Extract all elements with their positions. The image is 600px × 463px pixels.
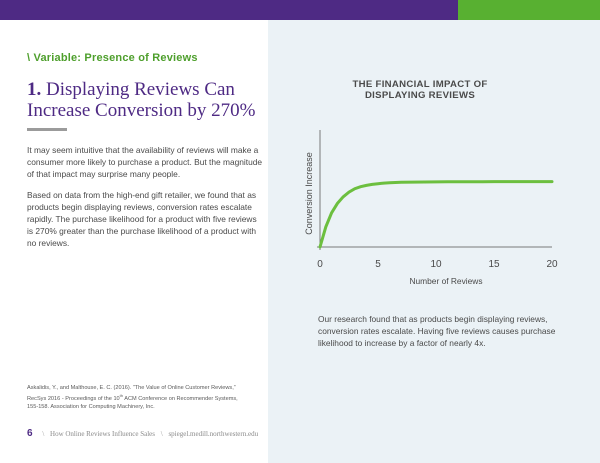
chart-caption: Our research found that as products begin displaying reviews, conversion rates escalate. Having five reviews causes purchase likelihood to increase by a factor of nearly 4x. bbox=[318, 314, 556, 348]
footer-separator-2: \ bbox=[160, 430, 163, 438]
section-heading bbox=[27, 79, 267, 121]
footer-separator-1: \ bbox=[42, 430, 45, 438]
citation-line-2-start: RecSys 2016 - Proceedings of the 10 bbox=[27, 395, 120, 402]
citation-line-2-end: ACM Conference on Recommender Systems, bbox=[123, 395, 238, 402]
x-tick-group bbox=[317, 259, 558, 270]
x-tick-label: 5 bbox=[375, 259, 381, 270]
x-tick-label: 10 bbox=[430, 259, 442, 270]
body-paragraph-1: It may seem intuitive that the availability of reviews will make a consumer more likely to purchase a product. But the magnitude of that impact may surprise many people. bbox=[27, 145, 263, 179]
footer-title: How Online Reviews Influence Sales bbox=[50, 430, 155, 438]
body-paragraph-2: Based on data from the high-end gift retailer, we found that as products begin displaying reviews, conversion rates escalate rapidly. The purchase likelihood for a product with five reviews is 270% greater than the purchase likelihood of a product with no reviews. bbox=[27, 190, 257, 248]
citation-superscript: th bbox=[119, 393, 124, 398]
footer-site: spiegel.medill.northwestern.edu bbox=[168, 430, 259, 438]
chart-title-line-1: THE FINANCIAL IMPACT OF bbox=[352, 79, 488, 90]
heading-number: 1. bbox=[27, 79, 42, 100]
y-axis-label: Conversion Increase bbox=[304, 152, 314, 235]
heading-divider bbox=[27, 128, 67, 131]
citation-line-1: Askalidis, Y., and Malthouse, E. C. (2016). “The Value of Online Customer Reviews,” bbox=[27, 385, 236, 391]
citation-line-2 bbox=[27, 392, 277, 403]
chart-title-line-2: DISPLAYING REVIEWS bbox=[364, 90, 476, 101]
citation bbox=[27, 384, 277, 411]
page-number: 6 bbox=[27, 428, 33, 439]
page-footer bbox=[27, 428, 258, 439]
citation-line-3: 155-158. Association for Computing Machinery, Inc. bbox=[27, 403, 155, 410]
conversion-chart bbox=[268, 20, 600, 290]
x-tick-label: 20 bbox=[546, 259, 558, 270]
variable-label: \ Variable: Presence of Reviews bbox=[27, 52, 198, 64]
conversion-curve bbox=[320, 182, 552, 247]
x-tick-label: 15 bbox=[488, 259, 500, 270]
x-axis-label: Number of Reviews bbox=[409, 276, 483, 286]
x-tick-label: 0 bbox=[317, 259, 323, 270]
heading-text: Displaying Reviews Can Increase Conversion by 270% bbox=[27, 79, 256, 121]
header-bar-purple bbox=[0, 0, 458, 20]
header-bar-green bbox=[458, 0, 600, 20]
